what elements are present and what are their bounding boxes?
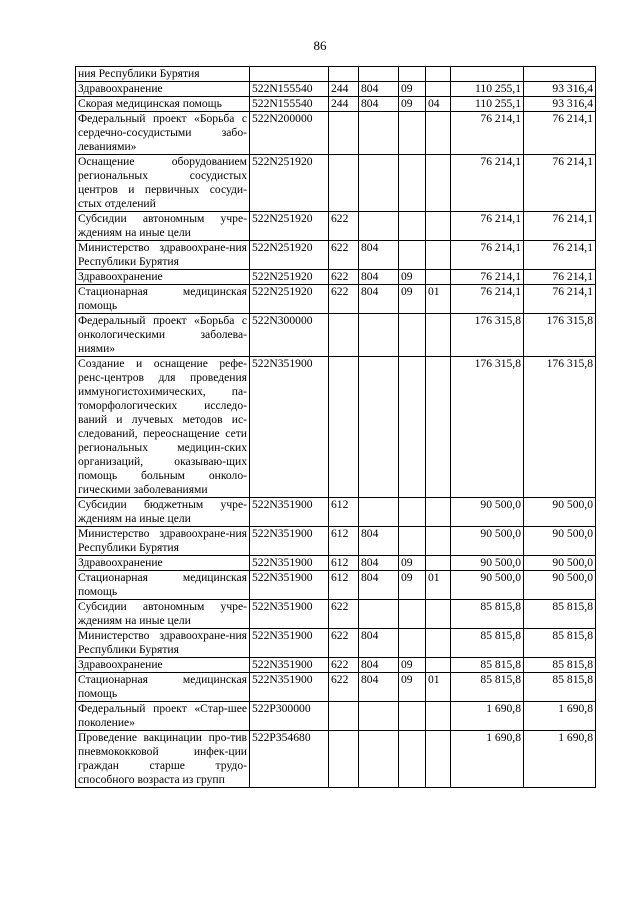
row-expense-type: 244 <box>329 82 359 97</box>
row-department: 804 <box>359 97 399 112</box>
row-amount-second: 76 214,1 <box>524 270 596 285</box>
row-name: Субсидии бюджетным учре-ждениям на иные цели <box>76 498 250 527</box>
table-row <box>76 241 596 270</box>
table-row <box>76 702 596 731</box>
row-subsection <box>426 67 451 82</box>
row-subsection <box>426 658 451 673</box>
row-amount-second: 176 315,8 <box>524 314 596 357</box>
row-section: 09 <box>399 673 426 702</box>
row-expense-type: 612 <box>329 498 359 527</box>
row-subsection <box>426 82 451 97</box>
row-name: Федеральный проект «Борьба с сердечно-сосудистыми забо-леваниями» <box>76 112 250 155</box>
table-row <box>76 270 596 285</box>
row-section <box>399 212 426 241</box>
row-department: 804 <box>359 658 399 673</box>
row-expense-type <box>329 155 359 212</box>
row-name: Стационарная медицинская помощь <box>76 571 250 600</box>
table-row <box>76 571 596 600</box>
row-amount-second: 176 315,8 <box>524 357 596 498</box>
row-amount-second: 85 815,8 <box>524 629 596 658</box>
row-amount-second: 1 690,8 <box>524 731 596 788</box>
row-amount-second: 76 214,1 <box>524 112 596 155</box>
table-row <box>76 357 596 498</box>
row-name: Министерство здравоохране-ния Республики Бурятия <box>76 527 250 556</box>
row-subsection <box>426 357 451 498</box>
row-code: 522N155540 <box>250 82 329 97</box>
row-subsection <box>426 702 451 731</box>
row-subsection <box>426 270 451 285</box>
row-expense-type: 244 <box>329 97 359 112</box>
row-amount-first: 90 500,0 <box>451 527 524 556</box>
row-code: 522N351900 <box>250 673 329 702</box>
row-department: 804 <box>359 571 399 600</box>
row-section: 09 <box>399 658 426 673</box>
row-code: 522N351900 <box>250 629 329 658</box>
row-section <box>399 357 426 498</box>
table-row <box>76 112 596 155</box>
row-code <box>250 67 329 82</box>
row-name: Стационарная медицинская помощь <box>76 673 250 702</box>
row-amount-first: 90 500,0 <box>451 556 524 571</box>
row-name: ния Республики Бурятия <box>76 67 250 82</box>
row-amount-first: 1 690,8 <box>451 702 524 731</box>
row-department <box>359 600 399 629</box>
row-expense-type <box>329 731 359 788</box>
row-amount-first: 76 214,1 <box>451 155 524 212</box>
row-amount-first: 90 500,0 <box>451 498 524 527</box>
row-expense-type: 622 <box>329 658 359 673</box>
row-expense-type: 612 <box>329 556 359 571</box>
row-code: 522P354680 <box>250 731 329 788</box>
row-subsection <box>426 731 451 788</box>
row-name: Здравоохранение <box>76 82 250 97</box>
row-code: 522N200000 <box>250 112 329 155</box>
row-subsection <box>426 112 451 155</box>
row-code: 522N155540 <box>250 97 329 112</box>
row-amount-second: 76 214,1 <box>524 212 596 241</box>
row-section <box>399 498 426 527</box>
row-amount-first: 85 815,8 <box>451 600 524 629</box>
table-row <box>76 556 596 571</box>
row-subsection: 01 <box>426 285 451 314</box>
table-row <box>76 314 596 357</box>
row-expense-type <box>329 702 359 731</box>
row-amount-first: 76 214,1 <box>451 212 524 241</box>
row-expense-type: 622 <box>329 212 359 241</box>
row-amount-second <box>524 67 596 82</box>
row-code: 522N351900 <box>250 357 329 498</box>
row-amount-second: 85 815,8 <box>524 673 596 702</box>
row-name: Проведение вакцинации про-тив пневмококковой инфек-ции граждан старше трудо-способного возраста из групп <box>76 731 250 788</box>
row-amount-first: 110 255,1 <box>451 82 524 97</box>
table-row <box>76 658 596 673</box>
row-department: 804 <box>359 673 399 702</box>
row-subsection <box>426 314 451 357</box>
page-number: 86 <box>313 38 327 53</box>
row-amount-second: 90 500,0 <box>524 556 596 571</box>
row-amount-first: 76 214,1 <box>451 112 524 155</box>
row-name: Здравоохранение <box>76 658 250 673</box>
row-expense-type: 612 <box>329 571 359 600</box>
row-amount-second: 76 214,1 <box>524 285 596 314</box>
row-name: Федеральный проект «Борьба с онкологическими заболева-ниями» <box>76 314 250 357</box>
row-expense-type: 622 <box>329 673 359 702</box>
row-amount-first: 90 500,0 <box>451 571 524 600</box>
row-subsection <box>426 212 451 241</box>
row-subsection <box>426 155 451 212</box>
row-amount-first: 176 315,8 <box>451 314 524 357</box>
row-section: 09 <box>399 270 426 285</box>
row-section: 09 <box>399 571 426 600</box>
row-department <box>359 731 399 788</box>
row-name: Субсидии автономным учре-ждениям на иные цели <box>76 212 250 241</box>
row-expense-type <box>329 112 359 155</box>
row-subsection <box>426 498 451 527</box>
row-amount-second: 93 316,4 <box>524 82 596 97</box>
row-amount-first: 85 815,8 <box>451 658 524 673</box>
row-expense-type: 622 <box>329 629 359 658</box>
row-department: 804 <box>359 629 399 658</box>
row-subsection: 04 <box>426 97 451 112</box>
row-expense-type <box>329 357 359 498</box>
row-subsection <box>426 527 451 556</box>
row-section <box>399 702 426 731</box>
row-subsection <box>426 629 451 658</box>
row-section <box>399 67 426 82</box>
row-expense-type <box>329 67 359 82</box>
row-amount-first: 76 214,1 <box>451 241 524 270</box>
row-code: 522P300000 <box>250 702 329 731</box>
row-expense-type: 622 <box>329 600 359 629</box>
row-department <box>359 112 399 155</box>
row-name: Министерство здравоохране-ния Республики Бурятия <box>76 241 250 270</box>
row-expense-type: 612 <box>329 527 359 556</box>
table-row <box>76 629 596 658</box>
row-department: 804 <box>359 556 399 571</box>
row-name: Субсидии автономным учре-ждениям на иные цели <box>76 600 250 629</box>
row-code: 522N351900 <box>250 571 329 600</box>
row-department: 804 <box>359 527 399 556</box>
budget-table <box>75 66 596 788</box>
row-amount-first: 1 690,8 <box>451 731 524 788</box>
row-department: 804 <box>359 285 399 314</box>
table-row <box>76 97 596 112</box>
table-row <box>76 673 596 702</box>
row-expense-type: 622 <box>329 241 359 270</box>
table-row <box>76 67 596 82</box>
row-code: 522N351900 <box>250 498 329 527</box>
row-section <box>399 600 426 629</box>
row-name: Здравоохранение <box>76 556 250 571</box>
table-row <box>76 155 596 212</box>
row-section: 09 <box>399 97 426 112</box>
row-section: 09 <box>399 556 426 571</box>
row-amount-second: 1 690,8 <box>524 702 596 731</box>
row-section <box>399 112 426 155</box>
row-department <box>359 155 399 212</box>
row-department <box>359 357 399 498</box>
row-expense-type: 622 <box>329 270 359 285</box>
row-amount-first: 176 315,8 <box>451 357 524 498</box>
row-code: 522N251920 <box>250 155 329 212</box>
row-amount-second: 76 214,1 <box>524 241 596 270</box>
row-department: 804 <box>359 241 399 270</box>
row-section: 09 <box>399 82 426 97</box>
row-code: 522N300000 <box>250 314 329 357</box>
row-section <box>399 314 426 357</box>
row-department <box>359 498 399 527</box>
row-amount-first <box>451 67 524 82</box>
row-subsection: 01 <box>426 673 451 702</box>
row-code: 522N251920 <box>250 270 329 285</box>
row-department: 804 <box>359 82 399 97</box>
table-row <box>76 285 596 314</box>
table-row <box>76 731 596 788</box>
row-amount-first: 85 815,8 <box>451 629 524 658</box>
row-department <box>359 702 399 731</box>
row-amount-second: 90 500,0 <box>524 527 596 556</box>
row-name: Федеральный проект «Стар-шее поколение» <box>76 702 250 731</box>
row-code: 522N351900 <box>250 658 329 673</box>
row-amount-second: 90 500,0 <box>524 571 596 600</box>
row-amount-second: 90 500,0 <box>524 498 596 527</box>
row-section <box>399 241 426 270</box>
row-amount-first: 85 815,8 <box>451 673 524 702</box>
row-name: Стационарная медицинская помощь <box>76 285 250 314</box>
row-amount-second: 76 214,1 <box>524 155 596 212</box>
row-section <box>399 155 426 212</box>
row-department <box>359 314 399 357</box>
row-name: Оснащение оборудованием региональных сосудистых центров и первичных сосуди-стых отделений <box>76 155 250 212</box>
row-department: 804 <box>359 270 399 285</box>
row-code: 522N351900 <box>250 600 329 629</box>
row-section <box>399 629 426 658</box>
row-subsection <box>426 556 451 571</box>
row-name: Здравоохранение <box>76 270 250 285</box>
row-name: Создание и оснащение рефе-ренс-центров для проведения иммуногистохимических, па-томорфологических исследо-ваний и лучевых методов ис-следований, переоснащение сети региональных медицин-ских организаций, оказываю-щих помощь больным онколо-гическими заболеваниями <box>76 357 250 498</box>
row-section <box>399 527 426 556</box>
row-department <box>359 67 399 82</box>
table-row <box>76 527 596 556</box>
row-name: Министерство здравоохране-ния Республики Бурятия <box>76 629 250 658</box>
row-code: 522N251920 <box>250 285 329 314</box>
row-amount-first: 110 255,1 <box>451 97 524 112</box>
row-amount-first: 76 214,1 <box>451 270 524 285</box>
row-department <box>359 212 399 241</box>
row-code: 522N351900 <box>250 527 329 556</box>
row-subsection <box>426 600 451 629</box>
row-code: 522N251920 <box>250 241 329 270</box>
table-row <box>76 212 596 241</box>
row-section: 09 <box>399 285 426 314</box>
row-expense-type: 622 <box>329 285 359 314</box>
row-amount-second: 93 316,4 <box>524 97 596 112</box>
row-code: 522N251920 <box>250 212 329 241</box>
row-amount-second: 85 815,8 <box>524 658 596 673</box>
row-amount-first: 76 214,1 <box>451 285 524 314</box>
row-expense-type <box>329 314 359 357</box>
row-section <box>399 731 426 788</box>
row-subsection: 01 <box>426 571 451 600</box>
table-row <box>76 82 596 97</box>
table-row <box>76 600 596 629</box>
table-row <box>76 498 596 527</box>
row-code: 522N351900 <box>250 556 329 571</box>
row-subsection <box>426 241 451 270</box>
row-amount-second: 85 815,8 <box>524 600 596 629</box>
row-name: Скорая медицинская помощь <box>76 97 250 112</box>
